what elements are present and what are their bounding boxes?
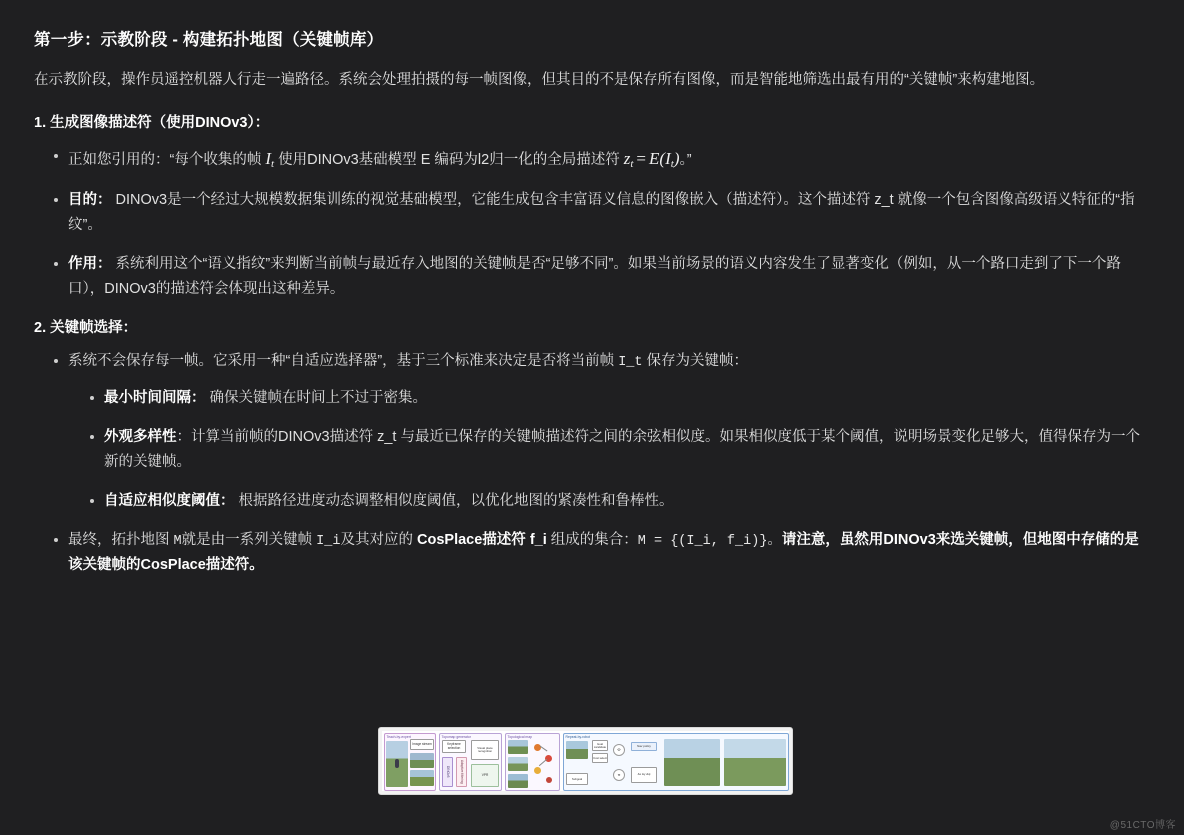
- intro-paragraph: 在示教阶段，操作员遥控机器人行走一遍路径。系统会处理拍摄的每一帧图像，但其目的不是保存所有图像，而是智能地筛选出最有用的“关键帧”来构建地图。: [34, 72, 1045, 88]
- pipeline-figure: [378, 727, 793, 795]
- figure-map-node-image-2: [508, 757, 528, 771]
- section-2-bullets: [34, 349, 1144, 578]
- criterion-body: 确保关键帧在时间上不过于密集。: [205, 389, 428, 406]
- figure-box-vpr: VPR: [471, 764, 499, 787]
- list-item: [90, 489, 1144, 514]
- figure-panel-label-map: Topological map: [507, 734, 533, 739]
- bullet-text-suffix: 保存为关键帧：: [642, 352, 749, 369]
- list-item: [54, 528, 1144, 578]
- figure-box-cost-select: Cost select: [592, 753, 608, 763]
- list-item: [90, 425, 1144, 475]
- page-title: 第一步：示教阶段 - 构建拓扑地图（关键帧库）: [34, 31, 384, 49]
- conclusion-text-6: 组成的集合：: [546, 531, 638, 548]
- section-1-heading: 1. 生成图像描述符（使用DINOv3）：: [34, 114, 270, 131]
- bullet-text-suffix: 。”: [679, 151, 692, 168]
- conclusion-note: 请注意，虽然用DINOv3来选关键帧，但地图中存储的是该关键帧的CosPlace描述符。: [68, 531, 1139, 573]
- bullet-text-prefix: 系统不会保存每一帧。它采用一种“自适应选择器”，基于三个标准来决定是否将当前帧: [68, 352, 619, 369]
- list-item: [54, 188, 1144, 238]
- criteria-list: [68, 386, 1144, 514]
- figure-box-visual-place-recognition: Visual place recognition: [471, 740, 499, 760]
- figure-node-phi: Φ: [613, 744, 625, 756]
- section-2-heading: 2. 关键帧选择：: [34, 319, 138, 336]
- figure-canvas: [382, 731, 789, 791]
- mono-keyframe-symbol: I_i: [316, 533, 341, 549]
- math-descriptor-equation: zt = E(It): [623, 148, 680, 170]
- conclusion-cosplace-label: CosPlace描述符 f_i: [417, 531, 547, 548]
- bullet-text-mid: 使用DINOv3基础模型 E 编码为l2归一化的全局描述符: [274, 151, 624, 168]
- figure-panel-label-teach: Teach-by-expert: [386, 734, 411, 739]
- criterion-body: ：计算当前帧的DINOv3描述符 z_t 与最近已保存的关键帧描述符之间的余弦相似度。如果相似度低于某个阈值，说明场景变化足够大，值得保存为一个新的关键帧。: [104, 428, 1140, 470]
- figure-image-frame-1: [410, 753, 434, 768]
- figure-robot-outdoor-image-2: [724, 739, 786, 786]
- figure-box-goal-candidate: Goal candidate: [592, 740, 608, 751]
- figure-graph-node-c: [534, 767, 541, 774]
- watermark: @51CTO博客: [1109, 820, 1176, 831]
- figure-box-velocity-commands: Δx Δy Δψ: [631, 767, 657, 783]
- list-item: [54, 144, 1144, 174]
- list-item: [90, 386, 1144, 411]
- figure-box-subgoal: Subgoal: [566, 773, 588, 785]
- criterion-label-min-interval: 最小时间间隔：: [104, 389, 206, 406]
- figure-panel-label-repeat: Repeat-by-robot: [565, 734, 591, 739]
- figure-panel-label-generator: Topomap generator: [441, 734, 471, 739]
- bullet-label-role: 作用：: [68, 255, 112, 272]
- bullet-text-prefix: 正如您引用的：“每个收集的帧: [68, 151, 266, 168]
- figure-image-expert-walk: [386, 741, 408, 787]
- criterion-body: 根据路径进度动态调整相似度阈值，以优化地图的紧凑性和鲁棒性。: [234, 492, 674, 509]
- math-frame-symbol: It: [265, 148, 275, 170]
- figure-map-node-image-1: [508, 740, 528, 754]
- figure-box-adaptive-filtering: Adaptive filtering: [456, 757, 467, 787]
- figure-robot-outdoor-image-1: [664, 739, 720, 786]
- conclusion-text-4: 及其对应的: [340, 531, 418, 548]
- figure-map-node-image-3: [508, 774, 528, 788]
- figure-box-dinov3: DINOv3: [442, 757, 453, 787]
- figure-node-policy: π: [613, 769, 625, 781]
- figure-graph-node-d: [546, 777, 552, 783]
- conclusion-text-2: 就是由一系列关键帧: [181, 531, 317, 548]
- list-item: [54, 349, 1144, 514]
- figure-box-image-stream: Image stream: [410, 739, 434, 750]
- figure-image-frame-2: [410, 770, 434, 786]
- list-item: [54, 252, 1144, 302]
- figure-box-keyframe-selection: Keyframe selection: [442, 740, 466, 753]
- figure-robot-view-image: [566, 741, 588, 759]
- criterion-label-adaptive-threshold: 自适应相似度阈值：: [104, 492, 235, 509]
- criterion-label-appearance-diversity: 外观多样性: [104, 428, 177, 445]
- mono-frame-token: I_t: [618, 354, 643, 370]
- conclusion-text-8: 。: [767, 531, 782, 548]
- mono-map-set-expression: M = {(I_i, f_i)}: [637, 533, 768, 549]
- bullet-body: DINOv3是一个经过大规模数据集训练的视觉基础模型，它能生成包含丰富语义信息的图像嵌入（描述符）。这个描述符 z_t 就像一个包含图像高级语义特征的“指纹”。: [68, 191, 1135, 233]
- section-1: [34, 111, 1144, 302]
- mono-map-symbol: M: [173, 533, 182, 549]
- conclusion-prefix: 最终，拓扑地图: [68, 531, 174, 548]
- section-1-bullets: [34, 144, 1144, 302]
- figure-box-nav-inference: Nav policy: [631, 742, 657, 751]
- bullet-body: 系统利用这个“语义指纹”来判断当前帧与最近存入地图的关键帧是否“足够不同”。如果当前场景的语义内容发生了显著变化（例如，从一个路口走到了下一个路口），DINOv3的描述符会体现出这种差异。: [68, 255, 1121, 297]
- section-2: [34, 316, 1144, 578]
- bullet-label-purpose: 目的：: [68, 191, 112, 208]
